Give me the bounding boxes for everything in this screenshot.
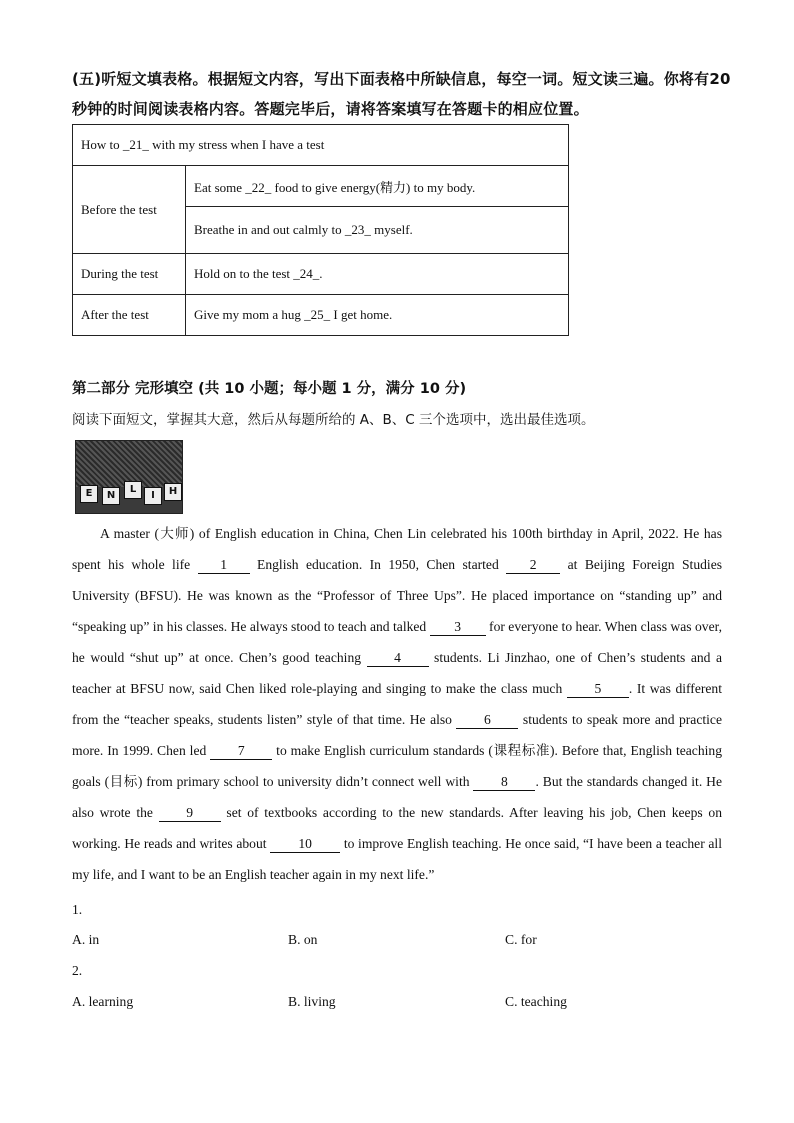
blank-2: 2 — [506, 557, 560, 574]
passage-text: students. Li Jinzhao, one of Chen’s students and a teacher at BFSU now, said Chen liked role-playing and singing to make the class much — [72, 650, 722, 696]
blank-5: 5 — [567, 681, 629, 698]
letter-block: L — [124, 481, 142, 499]
question-2-option-c[interactable]: C. teaching — [505, 994, 567, 1009]
question-2-option-a[interactable]: A. learning — [72, 994, 134, 1009]
during-test-item: Hold on to the test _24_. — [186, 254, 569, 295]
english-blocks-picture — [75, 440, 183, 514]
letter-block: N — [102, 487, 120, 505]
question-2-number: 2. — [72, 963, 83, 978]
letter-block: I — [144, 487, 162, 505]
passage-text: . It was different from the “teacher speaks, students listen” style of that time. He also — [72, 681, 723, 727]
during-test-label: During the test — [73, 254, 186, 295]
after-test-item: Give my mom a hug _25_ I get home. — [186, 295, 569, 336]
passage-text: to make English curriculum standards (课程标准). Before that, English teaching goals (目标) from primary school to university didn’t connect well with — [72, 743, 722, 789]
blank-1: 1 — [198, 557, 250, 574]
before-test-item-2: Breathe in and out calmly to _23_ myself. — [186, 207, 569, 254]
question-1-number: 1. — [72, 902, 83, 917]
section-description: 阅读下面短文，掌握其大意，然后从每题所给的 A、B、C 三个选项中，选出最佳选项。 — [72, 412, 595, 428]
question-1-option-c[interactable]: C. for — [505, 932, 537, 947]
passage-text: students to speak more and practice more. In 1999. Chen led — [72, 712, 722, 758]
passage-text: set of textbooks according to the new standards. After leaving his job, Chen keeps on working. He reads and writes about — [72, 805, 722, 851]
table-header-cell: How to _21_ with my stress when I have a test — [73, 125, 569, 166]
blank-4: 4 — [367, 650, 429, 667]
blank-7: 7 — [210, 743, 272, 760]
blank-10: 10 — [270, 836, 340, 853]
question-1-option-a[interactable]: A. in — [72, 932, 100, 947]
table-row — [73, 166, 569, 207]
passage-text: A master (大师) of English education in China, Chen Lin celebrated his 100th birthday in April, 2022. He has spent his whole life — [72, 526, 722, 572]
cloze-passage — [72, 518, 722, 890]
table-row — [73, 295, 569, 336]
before-test-item-1: Eat some _22_ food to give energy(精力) to my body. — [186, 166, 569, 207]
letter-block: H — [164, 483, 182, 501]
passage-text: to improve English teaching. He once said, “I have been a teacher all my life, and I want to be an English teacher again in my next life.” — [72, 836, 722, 882]
table-row — [73, 254, 569, 295]
letter-block: E — [80, 485, 98, 503]
question-2-option-b[interactable]: B. living — [288, 994, 336, 1009]
after-test-label: After the test — [73, 295, 186, 336]
blank-9: 9 — [159, 805, 221, 822]
blank-6: 6 — [456, 712, 518, 729]
blank-3: 3 — [430, 619, 486, 636]
passage-text: at Beijing Foreign Studies University (BFSU). He was known as the “Professor of Three Ups”. He placed importance on “standing up” and “speaking up” in his classes. He always stood to teach and talked — [72, 557, 723, 634]
info-table — [72, 124, 569, 336]
passage-text: . But the standards changed it. He also wrote the — [72, 774, 722, 820]
passage-text: English education. In 1950, Chen started — [249, 557, 507, 572]
table-row — [73, 125, 569, 166]
question-1-option-b[interactable]: B. on — [288, 932, 318, 947]
blank-8: 8 — [473, 774, 535, 791]
listening-instruction: (五)听短文填表格。根据短文内容，写出下面表格中所缺信息，每空一词。短文读三遍。你将有20秒钟的时间阅读表格内容。答题完毕后，请将答案填写在答题卡的相应位置。 — [72, 70, 731, 118]
before-test-label: Before the test — [73, 166, 186, 254]
passage-text: for everyone to hear. When class was over, he would “shut up” at once. Chen’s good teaching — [72, 619, 722, 665]
section-title: 第二部分 完形填空 (共 10 小题；每小题 1 分，满分 10 分) — [72, 381, 467, 397]
